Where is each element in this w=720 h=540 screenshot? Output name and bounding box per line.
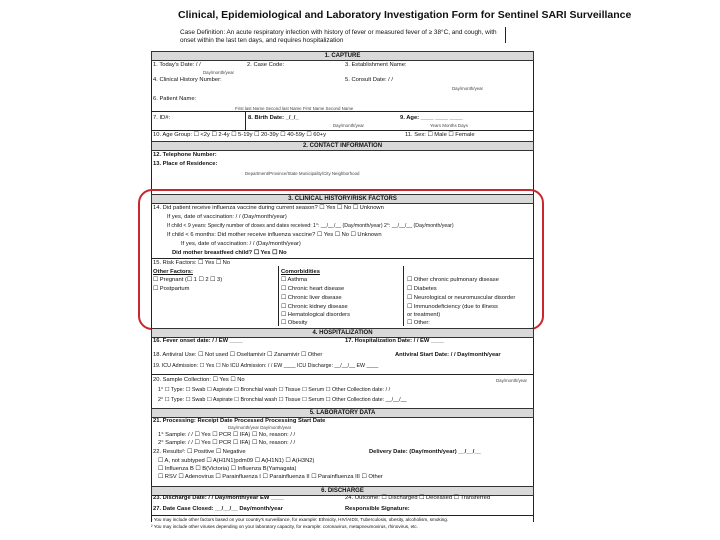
discharge-date-field[interactable]: 23. Discharge Date: / / Day/month/year EW ____: [153, 495, 284, 501]
comorbidities-label: Comorbidities: [281, 269, 320, 275]
outcome-options[interactable]: 24. Outcome: ☐ Discharged ☐ Deceased ☐ Transferred: [345, 495, 491, 501]
result-option-row[interactable]: ☐ Influenza B ☐ B(Victoria) ☐ Influenza B(Yamagata): [158, 466, 297, 472]
antiviral-use-options[interactable]: 18. Antiviral Use: ☐ Not used ☐ Oseltamivir ☐ Zanamivir ☐ Other: [153, 352, 323, 358]
lab-sample-1-row[interactable]: 1° Sample: / / ☐ Yes ☐ PCR ☐ IFA) ☐ No, reason: / /: [158, 432, 296, 438]
result-option-row[interactable]: ☐ RSV ☐ Adenovirus ☐ Parainfluenza I ☐ Parainfluenza II ☐ Parainfluenza III ☐ Other: [158, 474, 383, 480]
comorbidity-option[interactable]: ☐ Neurological or neuromuscular disorder: [407, 295, 516, 301]
name-parts-hint: First last Name Second last Name First Name Second Name: [235, 106, 354, 111]
breastfeed-question[interactable]: Did mother breastfeed child? ☐ Yes ☐ No: [172, 250, 287, 256]
processing-header-row: 21. Processing: Receipt Date Processed Processing Start Date: [153, 418, 326, 424]
comorbidity-option[interactable]: ☐ Chronic kidney disease: [281, 304, 348, 310]
sample-collection-question[interactable]: 20. Sample Collection: ☐ Yes ☐ No: [153, 377, 245, 383]
section-lab-header: 5. LABORATORY DATA: [151, 408, 534, 418]
form-title: Clinical, Epidemiological and Laboratory Investigation Form for Sentinel SARI Surveillance: [178, 9, 632, 21]
other-factors-label: Other Factors:: [153, 269, 193, 275]
result-option-row[interactable]: ☐ A, not subtyped ☐ A(H1N1)pdm09 ☐ A(H1N1) ☐ A(H3N2): [158, 458, 315, 464]
date-hint: Day/month/year: [452, 86, 483, 91]
antiviral-start-field[interactable]: Antiviral Start Date: / / Day/month/year: [395, 352, 501, 358]
case-closed-field[interactable]: 27. Date Case Closed: __/__/__ Day/month/year: [153, 506, 283, 512]
row-divider: [151, 111, 533, 112]
vaccination-date-field[interactable]: If yes, date of vaccination: / / (Day/month/year): [167, 214, 287, 220]
icu-admission-row[interactable]: 19. ICU Admission: ☐ Yes ☐ No ICU Admission: / / EW ____ ICU Discharge: __/__/__ EW ____: [153, 363, 379, 369]
sample-1-row[interactable]: 1° ☐ Type: ☐ Swab ☐ Aspirate ☐ Bronchial wash ☐ Tissue ☐ Serum ☐ Other Collection date: / /: [158, 387, 391, 393]
section-hospitalization-header: 4. HOSPITALIZATION: [151, 328, 534, 338]
child-doses-field[interactable]: If child < 9 years: Specify number of doses and dates received: 1°: __/__/__ (Day/month/year) 2°: __/__/__ (Day/month/year): [167, 223, 454, 229]
age-units-hint: Years Months Days: [430, 123, 468, 128]
consult-date-field[interactable]: 5. Consult Date: / /: [345, 77, 394, 83]
section-contact-header: 2. CONTACT INFORMATION: [151, 141, 534, 151]
divider: [245, 111, 246, 130]
comorbidity-option[interactable]: ☐ Hematological disorders: [281, 312, 350, 318]
results-question[interactable]: 22. Results²: ☐ Positive ☐ Negative: [153, 449, 246, 455]
date-hint: Day/month/year: [203, 70, 234, 75]
section-discharge-header: 6. DISCHARGE: [151, 486, 534, 496]
comorbidity-option[interactable]: ☐ Obesity: [281, 320, 308, 326]
date-hint: Day/month/year: [333, 123, 364, 128]
pregnant-option[interactable]: ☐ Pregnant (☐ 1 ☐ 2 ☐ 3): [153, 277, 223, 283]
case-definition: Case Definition: An acute respiratory infection with history of fever or measured fever of ≥ 38°C, and cough, with onset within the last ten days, and requires hospitalization: [180, 29, 497, 44]
todays-date-field[interactable]: 1. Today's Date: / /: [153, 62, 201, 68]
divider: [505, 27, 506, 43]
footnote-1: ¹ You may include other factors based on your country's surveillance, for example: Ethnicity, HIV/AIDS, Tuberculosis, obesity, alcoholism, smoking.: [151, 517, 449, 522]
telephone-field[interactable]: 12. Telephone Number:: [153, 152, 217, 158]
comorbidity-option[interactable]: ☐ Chronic liver disease: [281, 295, 342, 301]
date-hint: Day/month/year: [496, 378, 527, 383]
delivery-date-field[interactable]: Delivery Date: (Day/month/year) __/__/__: [369, 449, 481, 455]
date-hint: Day/month/year Day/month/year: [228, 425, 292, 430]
id-field[interactable]: 7. ID#:: [153, 115, 171, 121]
lab-sample-2-row[interactable]: 2° Sample: / / ☐ Yes ☐ PCR ☐ IFA) ☐ No, reason: / /: [158, 440, 296, 446]
sample-2-row[interactable]: 2° ☐ Type: ☐ Swab ☐ Aspirate ☐ Bronchial wash ☐ Tissue ☐ Serum ☐ Other Collection date: __/__/__: [158, 397, 407, 403]
fever-onset-field[interactable]: 16. Fever onset date: / / EW ____: [153, 338, 243, 344]
residence-field[interactable]: 13. Place of Residence:: [153, 161, 218, 167]
vaccine-question[interactable]: 14. Did patient receive influenza vaccine during current season? ☐ Yes ☐ No ☐ Unknown: [153, 205, 384, 211]
establishment-name-field[interactable]: 3. Establishment Name:: [345, 62, 407, 68]
patient-name-field[interactable]: 6. Patient Name:: [153, 96, 197, 102]
case-code-field[interactable]: 2. Case Code:: [247, 62, 285, 68]
highlight-frame: [138, 189, 544, 330]
mother-vaccine-question[interactable]: If child < 6 months: Did mother receive influenza vaccine? ☐ Yes ☐ No ☐ Unknown: [167, 232, 382, 238]
row-divider: [151, 130, 533, 131]
section-capture-header: 1. CAPTURE: [151, 51, 534, 61]
comorbidity-option[interactable]: ☐ Diabetes: [407, 286, 437, 292]
risk-factors-question[interactable]: 15. Risk Factors: ☐ Yes ☐ No: [153, 260, 231, 266]
sex-options[interactable]: 11. Sex: ☐ Male ☐ Female: [405, 132, 475, 138]
row-divider: [151, 374, 533, 375]
comorbidity-option[interactable]: ☐ Other:: [407, 320, 430, 326]
hospitalization-date-field[interactable]: 17. Hospitalization Date: / / EW ____: [345, 338, 444, 344]
postpartum-option[interactable]: ☐ Postpartum: [153, 286, 190, 292]
section-clinical-header: 3. CLINICAL HISTORY/RISK FACTORS: [151, 194, 534, 204]
comorbidity-option[interactable]: ☐ Other chronic pulmonary disease: [407, 277, 499, 283]
birth-date-field[interactable]: 8. Birth Date: _/_/_: [248, 115, 299, 121]
age-field[interactable]: 9. Age: ____ ____ ____: [400, 115, 463, 121]
age-group-options[interactable]: 10. Age Group: ☐ <2y ☐ 2-4y ☐ 5-19y ☐ 20-39y ☐ 40-59y ☐ 60+y: [153, 132, 326, 138]
responsible-signature-field[interactable]: Responsible Signature:: [345, 506, 410, 512]
residence-parts-hint: Department/Province/State Municipality/City Neighborhood: [245, 171, 360, 176]
comorbidity-option[interactable]: ☐ Asthma: [281, 277, 308, 283]
mother-vaccination-date-field[interactable]: If yes, date of vaccination: / / (Day/month/year): [181, 241, 301, 247]
comorbidity-option[interactable]: ☐ Chronic heart disease: [281, 286, 345, 292]
form-bottom-border: [151, 515, 533, 516]
footnote-2: ² You may include other viruses depending on your laboratory capacity, for example: coronavirus, metapneumovirus, rhinovirus, etc.: [151, 524, 418, 529]
comorbidity-option-continued: or treatment): [407, 312, 441, 318]
comorbidity-option[interactable]: ☐ Immunodeficiency (due to illness: [407, 304, 498, 310]
clinical-history-field[interactable]: 4. Clinical History Number:: [153, 77, 222, 83]
